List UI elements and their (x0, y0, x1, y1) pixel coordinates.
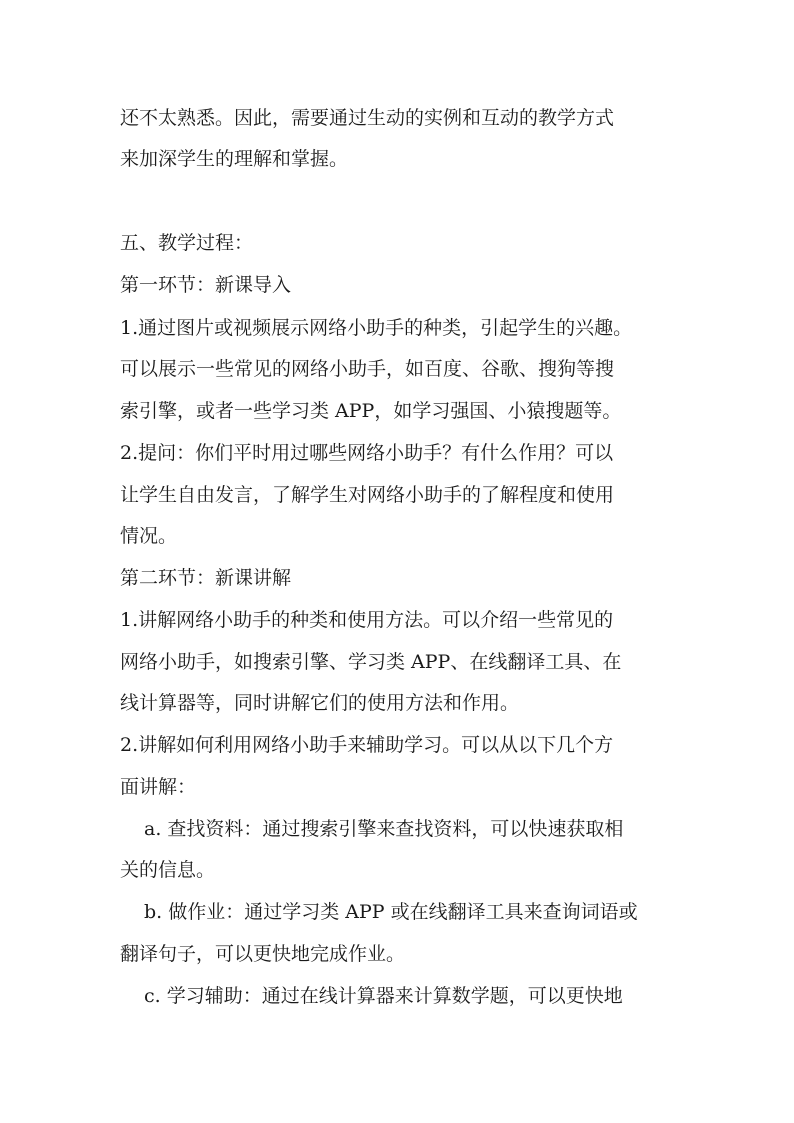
text-line: 关的信息。 (120, 859, 216, 881)
list-item-a: a. 查找资料：通过搜索引擎来查找资料，可以快速获取相 (144, 818, 624, 840)
text-line: 翻译句子，可以更快地完成作业。 (120, 943, 406, 965)
section-heading: 五、教学过程： (120, 232, 254, 254)
text-line: 1.通过图片或视频展示网络小助手的种类，引起学生的兴趣。 (120, 317, 633, 339)
text-line: 还不太熟悉。因此，需要通过生动的实例和互动的教学方式 (120, 107, 615, 129)
subsection-heading: 第二环节：新课讲解 (120, 567, 292, 589)
text-line: 索引擎，或者一些学习类 APP，如学习强国、小猿搜题等。 (120, 400, 622, 422)
list-item-c: c. 学习辅助：通过在线计算器来计算数学题，可以更快地 (144, 985, 623, 1007)
text-line: 来加深学生的理解和掌握。 (120, 148, 349, 170)
text-line: 面讲解： (120, 776, 197, 798)
list-item-b: b. 做作业：通过学习类 APP 或在线翻译工具来查询词语或 (144, 901, 638, 923)
text-line: 线计算器等，同时讲解它们的使用方法和作用。 (120, 692, 520, 714)
text-line: 1.讲解网络小助手的种类和使用方法。可以介绍一些常见的 (120, 609, 614, 631)
text-line: 网络小助手，如搜索引擎、学习类 APP、在线翻译工具、在 (120, 651, 622, 673)
text-line: 让学生自由发言，了解学生对网络小助手的了解程度和使用 (120, 484, 615, 506)
text-line: 2.提问：你们平时用过哪些网络小助手？有什么作用？可以 (120, 442, 614, 464)
text-line: 情况。 (120, 525, 178, 547)
text-line: 可以展示一些常见的网络小助手，如百度、谷歌、搜狗等搜 (120, 358, 615, 380)
text-line: 2.讲解如何利用网络小助手来辅助学习。可以从以下几个方 (120, 734, 614, 756)
subsection-heading: 第一环节：新课导入 (120, 274, 292, 296)
